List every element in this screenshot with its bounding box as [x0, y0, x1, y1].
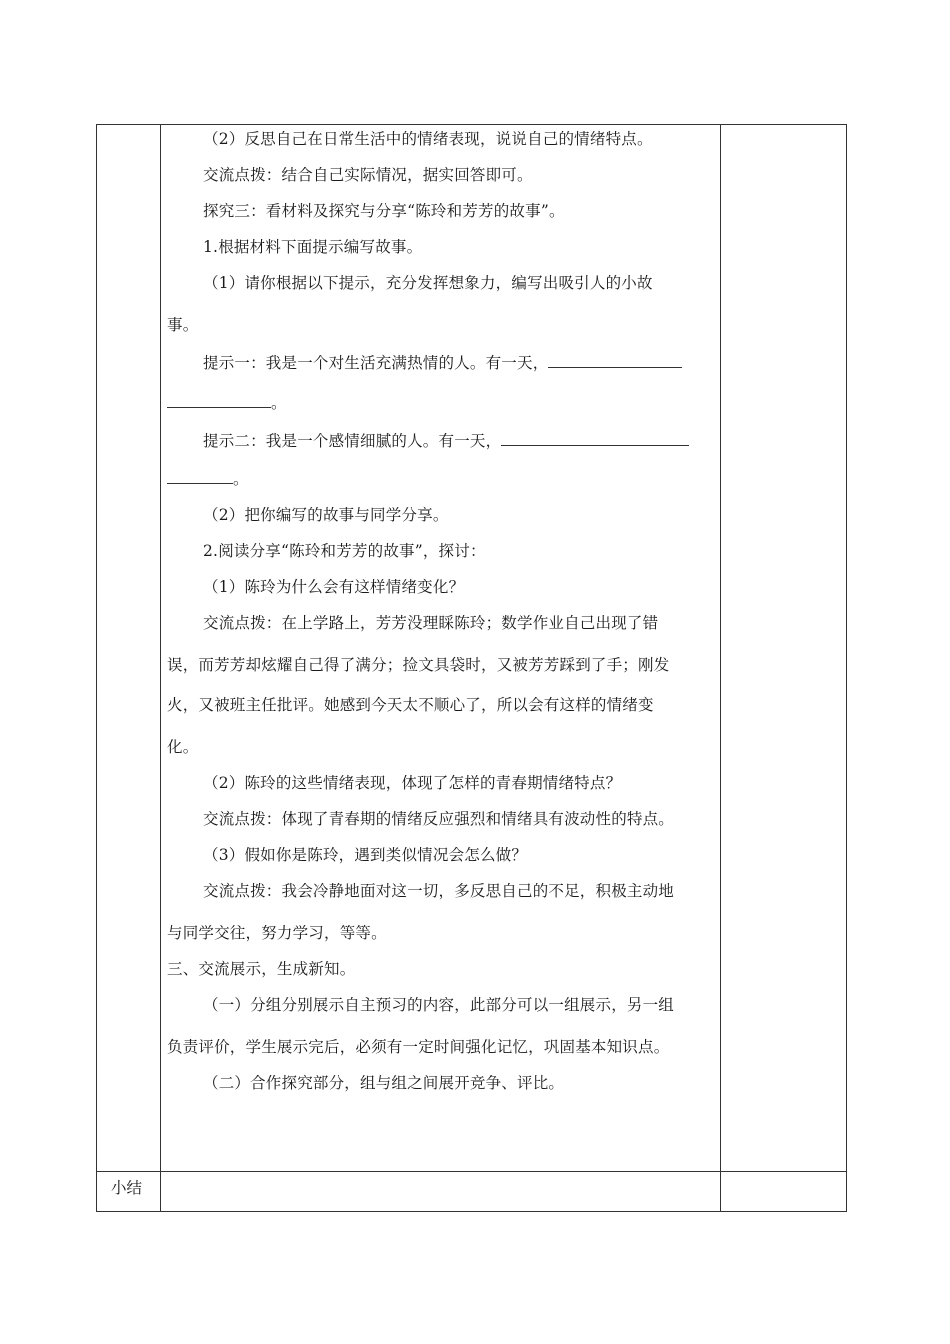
text-line: （2）陈玲的这些情绪表现，体现了怎样的青春期情绪特点？ — [203, 774, 622, 792]
text-line: 交流点拨：体现了青春期的情绪反应强烈和情绪具有波动性的特点。 — [203, 810, 675, 828]
text-line: 交流点拨：结合自己实际情况，据实回答即可。 — [203, 166, 533, 184]
text-line: 化。 — [167, 738, 199, 756]
text-line: 探究三：看材料及探究与分享“陈玲和芳芳的故事”。 — [203, 202, 565, 220]
text-line: （一）分组分别展示自主预习的内容，此部分可以一组展示，另一组 — [203, 996, 675, 1014]
lesson-table — [96, 124, 847, 1212]
content-area — [161, 125, 720, 1171]
fill-blank[interactable] — [167, 467, 233, 484]
text-line: （1）请你根据以下提示，充分发挥想象力，编写出吸引人的小故 — [203, 274, 653, 292]
main-row — [97, 125, 847, 1172]
text-line: 交流点拨：在上学路上，芳芳没理睬陈玲；数学作业自己出现了错 — [203, 614, 659, 632]
summary-label: 小结 — [111, 1179, 143, 1197]
fill-blank[interactable] — [167, 391, 271, 408]
text-line: 与同学交往，努力学习，等等。 — [167, 924, 387, 942]
section-heading: 三、交流展示，生成新知。 — [167, 960, 356, 978]
text-line: 2.阅读分享“陈玲和芳芳的故事”，探讨： — [203, 542, 486, 560]
prompt-two-line — [203, 429, 714, 451]
text-line: （二）合作探究部分，组与组之间展开竞争、评比。 — [203, 1074, 565, 1092]
text-line: 负责评价，学生展示完后，必须有一定时间强化记忆，巩固基本知识点。 — [167, 1038, 670, 1056]
prompt-two-text: 提示二：我是一个感情细腻的人。有一天， — [203, 432, 502, 450]
summary-right-cell — [721, 1172, 847, 1212]
prompt-one-text: 提示一：我是一个对生活充满热情的人。有一天， — [203, 354, 549, 372]
text-line: 1.根据材料下面提示编写故事。 — [203, 238, 423, 256]
left-cell — [97, 125, 161, 1172]
fill-blank[interactable] — [501, 429, 689, 446]
summary-row — [97, 1172, 847, 1212]
period-text: 。 — [271, 394, 287, 412]
text-line: （2）反思自己在日常生活中的情绪表现，说说自己的情绪特点。 — [203, 130, 653, 148]
summary-content-cell[interactable] — [161, 1172, 721, 1212]
content-cell — [161, 125, 721, 1172]
fill-blank[interactable] — [548, 351, 682, 368]
text-line: （2）把你编写的故事与同学分享。 — [203, 506, 449, 524]
period-text: 。 — [233, 470, 249, 488]
text-line: 火，又被班主任批评。她感到今天太不顺心了，所以会有这样的情绪变 — [167, 696, 654, 714]
text-line: 事。 — [167, 316, 199, 334]
lesson-table-wrap — [96, 124, 846, 1210]
summary-label-cell — [97, 1172, 161, 1212]
text-line: （3）假如你是陈玲，遇到类似情况会怎么做？ — [203, 846, 528, 864]
right-cell — [721, 125, 847, 1172]
prompt-two-cont — [167, 467, 714, 489]
text-line: 交流点拨：我会冷静地面对这一切，多反思自己的不足，积极主动地 — [203, 882, 675, 900]
prompt-one-cont — [167, 391, 714, 413]
prompt-one-line — [203, 351, 714, 373]
text-line: （1）陈玲为什么会有这样情绪变化？ — [203, 578, 465, 596]
text-line: 误，而芳芳却炫耀自己得了满分；捡文具袋时，又被芳芳踩到了手；刚发 — [167, 656, 670, 674]
